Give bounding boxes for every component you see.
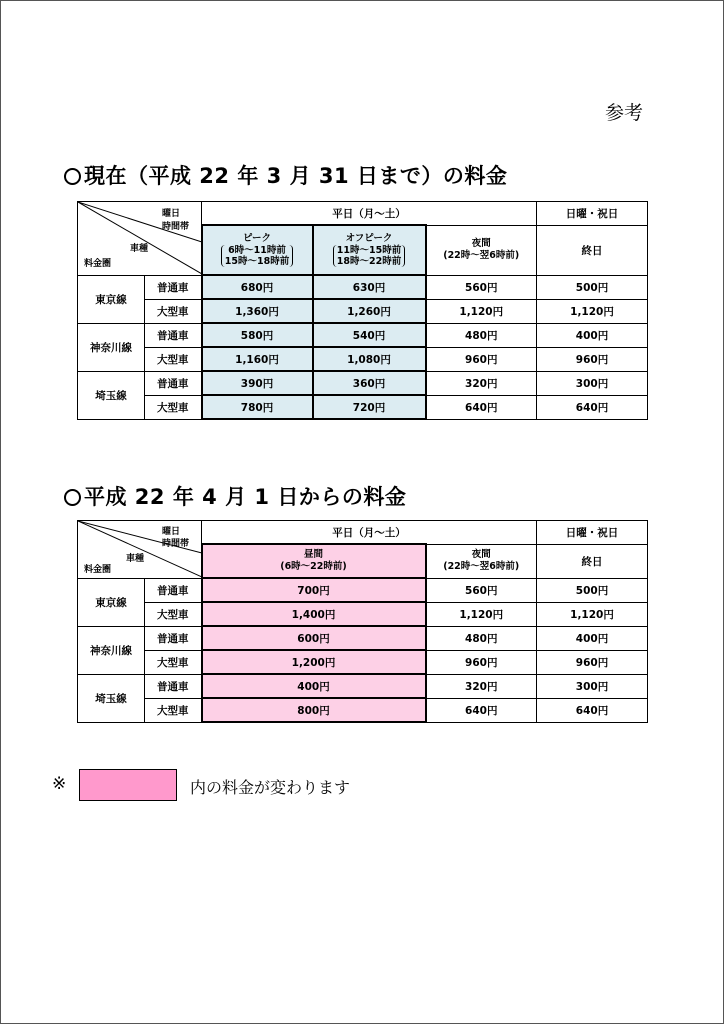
holiday-fee-cell: 500円 — [537, 578, 648, 602]
table-row — [78, 323, 648, 347]
daytime-fee-cell: 400円 — [202, 674, 426, 698]
vehicle-cell: 大型車 — [145, 650, 202, 674]
table-row — [78, 650, 648, 674]
holiday-fee-cell: 960円 — [537, 347, 648, 371]
night-fee-cell: 480円 — [426, 626, 537, 650]
vehicle-cell: 大型車 — [145, 698, 202, 722]
holiday-fee-cell: 640円 — [537, 395, 648, 419]
night-header: 夜間 (22時～翌6時前) — [426, 225, 537, 275]
corner-vehicle-label: 車種 — [130, 244, 149, 254]
area-cell: 東京線 — [78, 578, 145, 626]
area-cell: 神奈川線 — [78, 323, 145, 371]
holiday-header: 日曜・祝日 — [537, 521, 648, 545]
night-fee-cell: 1,120円 — [426, 602, 537, 626]
offpeak-header: オフピーク 11時～15時前 18時～22時前 — [313, 225, 426, 275]
peak-fee-cell: 580円 — [202, 323, 313, 347]
corner-day-label: 曜日 — [162, 209, 181, 219]
table-row — [78, 626, 648, 650]
area-cell: 東京線 — [78, 275, 145, 323]
circle-bullet-icon — [64, 168, 81, 185]
peak-fee-cell: 680円 — [202, 275, 313, 299]
offpeak-fee-cell: 360円 — [313, 371, 426, 395]
night-fee-cell: 960円 — [426, 347, 537, 371]
vehicle-cell: 普通車 — [145, 674, 202, 698]
night-fee-cell: 640円 — [426, 698, 537, 722]
holiday-fee-cell: 400円 — [537, 626, 648, 650]
table-row — [78, 674, 648, 698]
table-row — [78, 347, 648, 371]
daytime-header: 昼間 (6時～22時前) — [202, 544, 426, 578]
vehicle-cell: 普通車 — [145, 626, 202, 650]
table-row — [78, 578, 648, 602]
reference-label: 参考 — [605, 102, 644, 124]
table-row — [78, 698, 648, 722]
night-fee-cell: 560円 — [426, 578, 537, 602]
holiday-fee-cell: 400円 — [537, 323, 648, 347]
holiday-fee-cell: 300円 — [537, 371, 648, 395]
offpeak-fee-cell: 1,080円 — [313, 347, 426, 371]
night-header: 夜間 (22時～翌6時前) — [426, 544, 537, 578]
corner-vehicle-label: 車種 — [126, 554, 145, 564]
corner-area-label: 料金圏 — [84, 565, 112, 575]
night-fee-cell: 320円 — [426, 674, 537, 698]
offpeak-fee-cell: 540円 — [313, 323, 426, 347]
corner-day-label: 曜日 — [162, 527, 181, 537]
vehicle-cell: 大型車 — [145, 299, 202, 323]
table-corner-header — [78, 202, 202, 276]
table-row — [78, 602, 648, 626]
daytime-fee-cell: 800円 — [202, 698, 426, 722]
circle-bullet-icon — [64, 489, 81, 506]
night-fee-cell: 480円 — [426, 323, 537, 347]
vehicle-cell: 普通車 — [145, 371, 202, 395]
night-fee-cell: 1,120円 — [426, 299, 537, 323]
allday-header: 終日 — [537, 225, 648, 275]
daytime-fee-cell: 1,200円 — [202, 650, 426, 674]
offpeak-fee-cell: 720円 — [313, 395, 426, 419]
vehicle-cell: 普通車 — [145, 275, 202, 299]
table-corner-header — [78, 521, 202, 579]
table-row — [78, 299, 648, 323]
new-fee-table — [77, 520, 648, 723]
corner-area-label: 料金圏 — [84, 259, 112, 269]
area-cell: 埼玉線 — [78, 674, 145, 722]
section1-title: 現在（平成 22 年 3 月 31 日まで）の料金 — [84, 164, 508, 188]
night-fee-cell: 560円 — [426, 275, 537, 299]
peak-fee-cell: 390円 — [202, 371, 313, 395]
weekday-header: 平日（月～土） — [202, 521, 537, 545]
offpeak-fee-cell: 630円 — [313, 275, 426, 299]
table-row — [78, 275, 648, 299]
note-mark: ※ — [52, 774, 67, 794]
corner-timeslot-label: 時間帯 — [162, 222, 190, 232]
peak-fee-cell: 1,160円 — [202, 347, 313, 371]
peak-fee-cell: 780円 — [202, 395, 313, 419]
daytime-fee-cell: 1,400円 — [202, 602, 426, 626]
corner-timeslot-label: 時間帯 — [162, 539, 190, 549]
vehicle-cell: 大型車 — [145, 602, 202, 626]
offpeak-fee-cell: 1,260円 — [313, 299, 426, 323]
peak-header: ピーク 6時～11時前 15時～18時前 — [202, 225, 313, 275]
section2-title: 平成 22 年 4 月 1 日からの料金 — [84, 485, 407, 509]
peak-fee-cell: 1,360円 — [202, 299, 313, 323]
table-row — [78, 395, 648, 419]
holiday-fee-cell: 960円 — [537, 650, 648, 674]
vehicle-cell: 大型車 — [145, 395, 202, 419]
table-row — [78, 371, 648, 395]
daytime-fee-cell: 700円 — [202, 578, 426, 602]
legend-text: 内の料金が変わります — [190, 778, 351, 797]
holiday-fee-cell: 300円 — [537, 674, 648, 698]
holiday-header: 日曜・祝日 — [537, 202, 648, 226]
daytime-fee-cell: 600円 — [202, 626, 426, 650]
night-fee-cell: 320円 — [426, 371, 537, 395]
section2-heading — [64, 481, 406, 511]
area-cell: 神奈川線 — [78, 626, 145, 674]
night-fee-cell: 960円 — [426, 650, 537, 674]
allday-header: 終日 — [537, 544, 648, 578]
holiday-fee-cell: 640円 — [537, 698, 648, 722]
current-fee-table — [77, 201, 648, 420]
holiday-fee-cell: 1,120円 — [537, 602, 648, 626]
vehicle-cell: 普通車 — [145, 323, 202, 347]
holiday-fee-cell: 1,120円 — [537, 299, 648, 323]
vehicle-cell: 大型車 — [145, 347, 202, 371]
holiday-fee-cell: 500円 — [537, 275, 648, 299]
legend-color-swatch — [79, 769, 177, 801]
vehicle-cell: 普通車 — [145, 578, 202, 602]
section1-heading — [64, 160, 507, 190]
area-cell: 埼玉線 — [78, 371, 145, 419]
weekday-header: 平日（月～土） — [202, 202, 537, 226]
night-fee-cell: 640円 — [426, 395, 537, 419]
